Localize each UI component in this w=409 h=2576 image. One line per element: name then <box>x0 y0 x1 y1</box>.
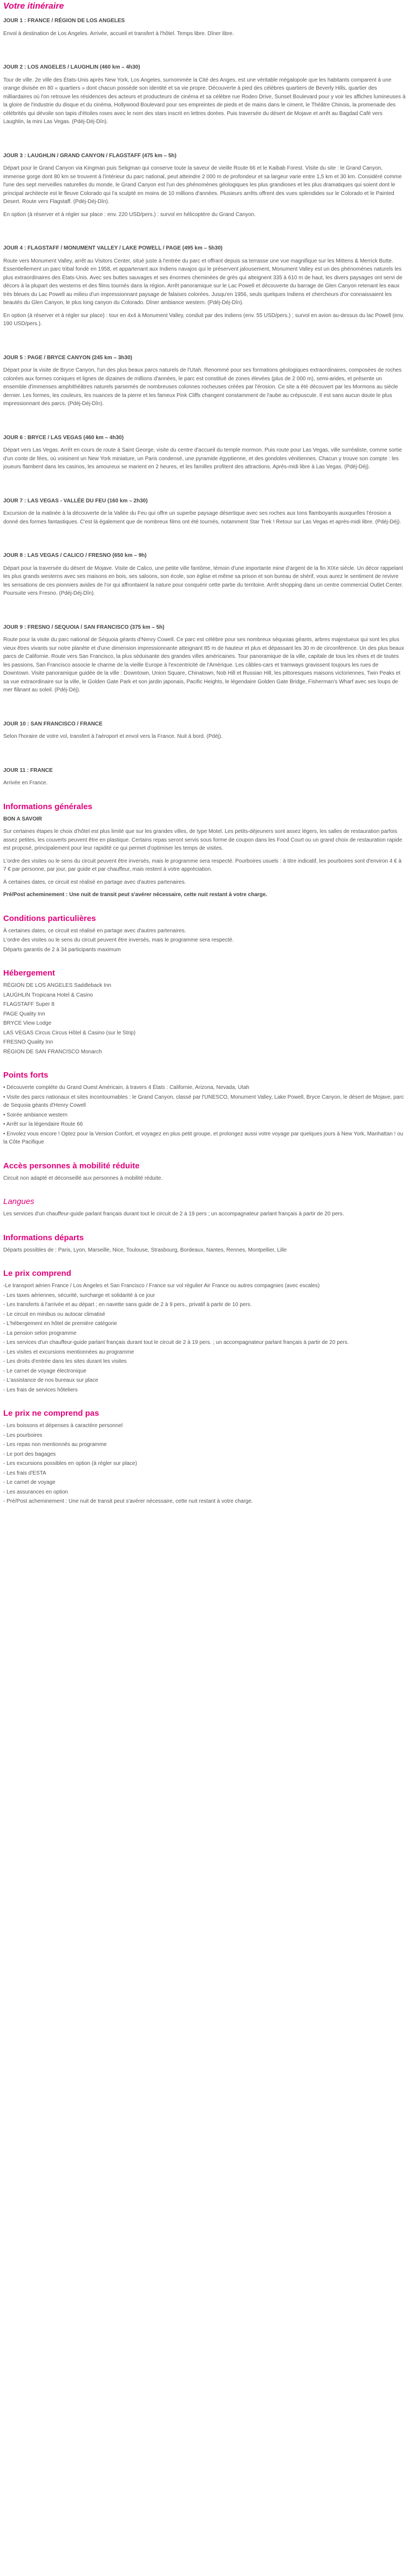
day-block <box>3 745 406 788</box>
excluded-line: - Le port des bagages <box>3 1451 56 1457</box>
general-paragraph: À certaines dates, ce circuit est réalisé en partage avec d'autres partenaires. <box>3 879 186 885</box>
general-paragraph: L'ordre des visites ou le sens du circuit peuvent être inversés, mais le programme sera respecté. Pourboires usuels : à titre indicatif, les pourboires sont d'environ 4 € à 7 € par personne, par jour, par guide et par chauffeur, mais restent à votre appréciation. <box>3 858 402 872</box>
pmr-title: Accès personnes à mobilité réduite <box>3 1161 140 1171</box>
day-option: En option (à réserver et à régler sur place) : tour en 4x4 à Monument Valley, conduit par des Indiens (env. 55 USD/pers.) ; survol en avion au-dessus du lac Powell (env. 190 USD/pers.). <box>3 312 404 327</box>
days-list <box>3 17 406 788</box>
conditions-block <box>3 927 406 954</box>
hotel-line: PAGE Quality Inn <box>3 1011 45 1017</box>
day-heading: JOUR 9 : FRESNO / SEQUOIA / SAN FRANCISCO (375 km – 5h) <box>3 624 165 630</box>
hotel-line: RÉGION DE SAN FRANCISCO Monarch <box>3 1048 102 1055</box>
included-line: - L'assistance de nos bureaux sur place <box>3 1377 98 1383</box>
included-line: - Les visites et excursions mentionnées au programme <box>3 1349 134 1355</box>
hotel-line: LAUGHLIN Tropicana Hotel & Casino <box>3 992 93 998</box>
hebergement-block <box>3 981 406 1056</box>
day-block <box>3 413 406 472</box>
hotel-line: LAS VEGAS Circus Circus Hôtel & Casino (sur le Strip) <box>3 1030 136 1036</box>
comprend-block <box>3 1282 406 1394</box>
day-block <box>3 602 406 695</box>
hotel-line: BRYCE View Lodge <box>3 1020 52 1026</box>
day-description: Selon l'horaire de votre vol, transfert à l'aéroport et envol vers la France. Nuit à bord. (Pdéj). <box>3 734 223 739</box>
conditions-line: L'ordre des visites ou le sens du circuit peuvent être inversés, mais le programme sera respecté. <box>3 937 234 943</box>
included-line: - Le carnet de voyage électronique <box>3 1368 86 1374</box>
day-description: Excursion de la matinée à la découverte de la Vallée du Feu qui offre un superbe paysage désertique avec ses roches aux tons flamboyants auxquelles l'érosion a donné des formes fantastiques. C'est là également que de nombreux films ont été tournés, notamment Star Trek ! Retour sur Las Vegas et après-midi libre. (Pdéj-Déj). <box>3 510 401 525</box>
included-line: - La pension selon programme <box>3 1330 77 1336</box>
included-line: - Les services d'un chauffeur-guide parlant français durant tout le circuit de 2 à 19 pers. ; un accompagnateur parlant français à partir de 20 pers. <box>3 1340 349 1346</box>
day-description: Tour de ville. 2e ville des États-Unis après New York, Los Angeles, surnommée la Cité des Anges, est une véritable mégalopole que les habitants comparent à une orange divisée en 80 « quartiers » dont chacun possède son identité et sa vie propre. Découverte à pied des célèbres quartiers de Beverly Hills, quartier des milliardaires où l'on retrouve les résidences des acteurs et producteurs de cinéma et sa célèbre rue Rodeo Drive, Sunset Boulevard pour y voir les affiches lumineuses à la gloire de l'industrie du disque et du cinéma, Hollywood Boulevard pour ses empreintes de pieds et de mains dans le ciment, le Théâtre Chinois, la promenade des célébrités qui dévoile son tapis d'étoiles roses avec le nom des stars inscrit en lettres dorées. Puis traversée du désert de Mojave et arrêt au Bagdad Café vers Laughlin, la mini Las Vegas. (Pdéj-Déj-Dîn). <box>3 77 406 125</box>
included-line: - Les frais de services hôteliers <box>3 1387 78 1393</box>
day-heading: JOUR 1 : FRANCE / RÉGION DE LOS ANGELES <box>3 18 125 24</box>
day-block <box>3 333 406 408</box>
day-heading: JOUR 8 : LAS VEGAS / CALICO / FRESNO (650 km – 9h) <box>3 553 147 559</box>
day-heading: JOUR 7 : LAS VEGAS - VALLÉE DU FEU (160 km – 2h30) <box>3 497 148 504</box>
day-description: Départ pour la visite de Bryce Canyon, l'un des plus beaux parcs naturels de l'Utah. Renommé pour ses formations géologiques extraordinaires, composées de roches colorées aux formes coniques et lignes de dizaines de millions d'années, le parc est constitué de zones élevées (plus de 2 000 m), semi-arides, et présente un ensemble d'immenses amphithéâtres naturels parsemés de nombreuses colonnes rocheuses créées par l'érosion. Ce site a été découvert par les Mormons au siècle dernier. Les formes, les couleurs, les nuances de la pierre et les fameux Pink Cliffs changent constamment de l'aube au crépuscule. Il est sans aucun doute le plus impressionnant des parcs. (Pdéj-Déj-Dîn). <box>3 367 402 407</box>
langues-text: Les services d'un chauffeur-guide parlant français durant tout le circuit de 2 à 19 pers ; un accompagnateur parlant français à partir de 20 pers. <box>3 1211 344 1217</box>
langues-title: Langues <box>3 1197 35 1206</box>
highlight-line: • Visite des parcs nationaux et sites incontournables : le Grand Canyon, classé par l'UNESCO, Monument Valley, Lake Powell, Bryce Canyon, le désert de Mojave, parc de Sequoia géants d'Henry Cowell <box>3 1094 404 1108</box>
excluded-line: - Les repas non mentionnés au programme <box>3 1442 107 1448</box>
included-line: - Le circuit en minibus ou autocar climatisé <box>3 1311 105 1317</box>
excluded-line: - Les excursions possibles en option (à régler sur place) <box>3 1461 137 1467</box>
comprend-title: Le prix comprend <box>3 1269 71 1278</box>
excluded-line: - Les boissons et dépenses à caractère personnel <box>3 1423 123 1429</box>
points-title: Points forts <box>3 1071 49 1080</box>
day-heading: JOUR 4 : FLAGSTAFF / MONUMENT VALLEY / LAKE POWELL / PAGE (495 km – 5h30) <box>3 245 223 251</box>
day-description: Départ pour le Grand Canyon via Kingman puis Seligman qui conserve toute la saveur de vieille Route 66 et le Kaibab Forest. Visite du site : le Grand Canyon, immense gorge dont 80 km se trouvent à l'intérieur du parc national, peut atteindre 2 000 m de profondeur et sa largeur varie entre 1,5 km et 30 km. Considéré comme l'une des sept merveilles naturelles du monde, le Grand Canyon est l'un des phénomènes géologiques les plus grandioses et les plus dramatiques qui soient dont le principal architecte est le fleuve Colorado qui l'a sculpté en moins de 10 millions d'années. Plusieurs arrêts offrent des vues splendides sur le Colorado et le Painted Desert. Route vers Flagstaff. (Pdéj-Déj-Dîn). <box>3 165 402 205</box>
day-heading: JOUR 6 : BRYCE / LAS VEGAS (460 km – 4h30) <box>3 434 124 441</box>
excluded-line: - Les assurances en option <box>3 1489 69 1495</box>
general-title: Informations générales <box>3 802 93 811</box>
day-description: Départ pour la traversée du désert de Mojave. Visite de Calico, une petite ville fantôme, témoin d'une importante mine d'argent de la fin XIXe siècle. Un décor rappelant les plus grands westerns avec ses maisons en bois, ses saloons, son école, son église et même sa prison et son bureau de shérif, vous aurez le sentiment de revivre les sensations de ces pionniers avides de l'or qui affrontaient la nature pour conquérir cette partie du territoire. Arrêt shopping dans un centre commercial Outlet Center. Poursuite vers Fresno. (Pdéj-Déj-Dîn). <box>3 565 404 596</box>
hotel-line: RÉGION DE LOS ANGELES Saddleback Inn <box>3 983 112 988</box>
general-paragraph: Pré/Post acheminement : Une nuit de transit peut s'avérer nécessaire, cette nuit restant à votre charge. <box>3 892 268 898</box>
page-title: Votre itinéraire <box>3 2 64 11</box>
day-description: Route pour la visite du parc national de Séquoia géants d'Nenry Cowell. Ce parc est célèbre pour ses nombreux séquoias géants, arbres majestueux qui sont les plus vieux êtres vivants sur notre planète et d'une dimension impressionnante atteignant 85 m de hauteur et plus et dépassant les 30 m de circonférence. Un des plus beaux parcs de Californie. Route vers San Francisco, la plus séduisante des grandes villes américaines. Tour panoramique de la ville, capitale de tous les rêves et de toutes les passions, San Francisco associe le charme de la vieille Europe à l'excentricité de l'Amérique. Les câbles-cars et tramways gravissent toujours les rues de Downtown. Visite panoramique guidée de la ville : Downtown, Union Square, Chinatown, Nob Hill et Russian Hill, les pittoresques maisons victoriennes, Twin Peaks et sa vue extraordinaire sur la ville, le Golden Gate Park et son jardin japonais, Pacific Heights, le légendaire Golden Gate Bridge, Fisherman's Wharf avec ses loups de mer flânant au soleil. (Pdéj-Déj). <box>3 637 404 693</box>
excluded-line: - Les frais d'ESTA <box>3 1470 46 1476</box>
day-block <box>3 530 406 598</box>
included-line: - Les transferts à l'arrivée et au départ ; en navette sans guide de 2 à 9 pers., privatif à partir de 10 pers. <box>3 1302 252 1308</box>
departs-title: Informations départs <box>3 1233 84 1242</box>
day-block <box>3 17 406 38</box>
day-block <box>3 42 406 126</box>
day-heading: JOUR 11 : FRANCE <box>3 767 53 774</box>
conditions-line: Départs garantis de 2 à 34 participants maximum <box>3 946 121 953</box>
day-description: Envol à destination de Los Angeles. Arrivée, accueil et transfert à l'hôtel. Temps libre. Dîner libre. <box>3 30 234 37</box>
included-line: - Les droits d'entrée dans les sites durant les visites <box>3 1358 127 1364</box>
included-line: - Les taxes aériennes, sécurité, surcharge et solidarité à ce jour <box>3 1292 155 1299</box>
highlight-line: • Soirée ambiance western <box>3 1112 68 1118</box>
excluded-line: - Les pourboires <box>3 1432 43 1438</box>
highlight-line: • Arrêt sur la légendaire Route 66 <box>3 1121 83 1127</box>
day-block <box>3 699 406 741</box>
conditions-title: Conditions particulières <box>3 913 96 923</box>
pmr-text: Circuit non adapté et déconseillé aux personnes à mobilité réduite. <box>3 1175 163 1181</box>
excluded-line: - Le carnet de voyage <box>3 1479 56 1485</box>
day-block <box>3 223 406 328</box>
highlight-line: • Découverte complète du Grand Ouest Américain, à travers 4 États : Californie, Arizona, Nevada, Utah <box>3 1085 249 1091</box>
day-heading: JOUR 2 : LOS ANGELES / LAUGHLIN (460 km – 4h30) <box>3 64 140 70</box>
included-line: - L'hébergement en hôtel de première catégorie <box>3 1321 117 1327</box>
hotel-line: FRESNO Quality Inn <box>3 1039 53 1045</box>
day-block <box>3 131 406 219</box>
day-heading: JOUR 3 : LAUGHLIN / GRAND CANYON / FLAGSTAFF (475 km – 5h) <box>3 152 176 159</box>
day-option: En option (à réserver et à régler sur place : env. 220 USD/pers.) : survol en hélicoptère du Grand Canyon. <box>3 211 256 218</box>
hotel-line: FLAGSTAFF Super 8 <box>3 1001 54 1007</box>
day-heading: JOUR 5 : PAGE / BRYCE CANYON (245 km – 3h30) <box>3 354 132 361</box>
hebergement-title: Hébergement <box>3 968 55 978</box>
day-description: Départ vers Las Vegas. Arrêt en cours de route à Saint George, visite du centre d'accueil du temple mormon. Puis route pour Las Vegas, ville surréaliste, comme sortie d'un conte de fées, où voisinent un New York miniature, un Paris condensé, une pyramide égyptienne, et des gondoles vénitiennes. Chacun y trouve son compte : les joueurs flambent dans les casinos, les amoureux se marient en 2 heures, et les familles profitent des attractions. Après-midi libre à Las Vegas. (Pdéj-Déj). <box>3 447 402 470</box>
excluded-line: - Pré/Post acheminement : Une nuit de transit peut s'avérer nécessaire, cette nuit restant à votre charge. <box>3 1498 253 1504</box>
highlight-line: • Envolez vous encore ! Optez pour la Version Confort, et voyagez en plus petit groupe, et prolongez aussi votre voyage par quelques jours à New York, Manhattan ! ou la Côte Pacifique <box>3 1131 404 1145</box>
day-description: Route vers Monument Valley, arrêt au Visitors Center, situé juste à l'entrée du parc et offrant depuis sa terrasse une vue magnifique sur les Mittens & Merrick Butte. Essentiellement un parc tribal fondé en 1958, et appartenant aux Indiens navajos qui le préservent jalousement, Monument Valley est un des phénomènes naturels les plus extraordinaires des États-Unis. Avec ses buttes sauvages et ses énormes cheminées de grès qui atteignent 335 à 610 m de haut, les divers paysages ont servi de décors à la plupart des westerns et des films tournés dans la région. Arrêt panoramique sur le Lac Powell et découverte du barrage de Glen Canyon retenant les eaux très bleues du Lac Powell au milieu d'un impressionnant paysage de falaises colorées. Jusqu'en 1956, seuls quelques Indiens et chercheurs d'or connaissaient les beautés du Glen Canyon, le plus long canyon du Colorado. Dîner ambiance western. (Pdéj-Déj-Dîn). <box>3 258 403 306</box>
general-subtitle: BON A SAVOIR <box>3 816 42 822</box>
day-block <box>3 476 406 527</box>
included-line: -Le transport aérien France / Los Angeles et San Francisco / France sur vol régulier Air France ou autres compagnies (avec escales) <box>3 1283 320 1289</box>
conditions-line: À certaines dates, ce circuit est réalisé en partage avec d'autres partenaires. <box>3 927 186 934</box>
day-description: Arrivée en France. <box>3 780 48 786</box>
departs-text: Départs possibles de : Paris, Lyon, Marseille, Nice, Toulouse, Strasbourg, Bordeaux, Nantes, Rennes, Montpellier, Lille <box>3 1247 287 1253</box>
general-paragraph: Sur certaines étapes le choix d'hôtel est plus limité que sur les grandes villes, de type Motel. Les petits-déjeuners sont assez légers, les salles de restauration parfois assez petites, les couverts peuvent être en plastique. Certains repas seront servis sous forme de coupon dans les Food Court ou un grand choix de restauration rapide est proposé, principalement pour leur rapidité ce qui permet d'optimiser les temps de visites. <box>3 829 403 851</box>
day-heading: JOUR 10 : SAN FRANCISCO / FRANCE <box>3 721 103 727</box>
pas-comprend-block <box>3 1422 406 1506</box>
points-block <box>3 1084 406 1147</box>
pas-comprend-title: Le prix ne comprend pas <box>3 1409 99 1418</box>
